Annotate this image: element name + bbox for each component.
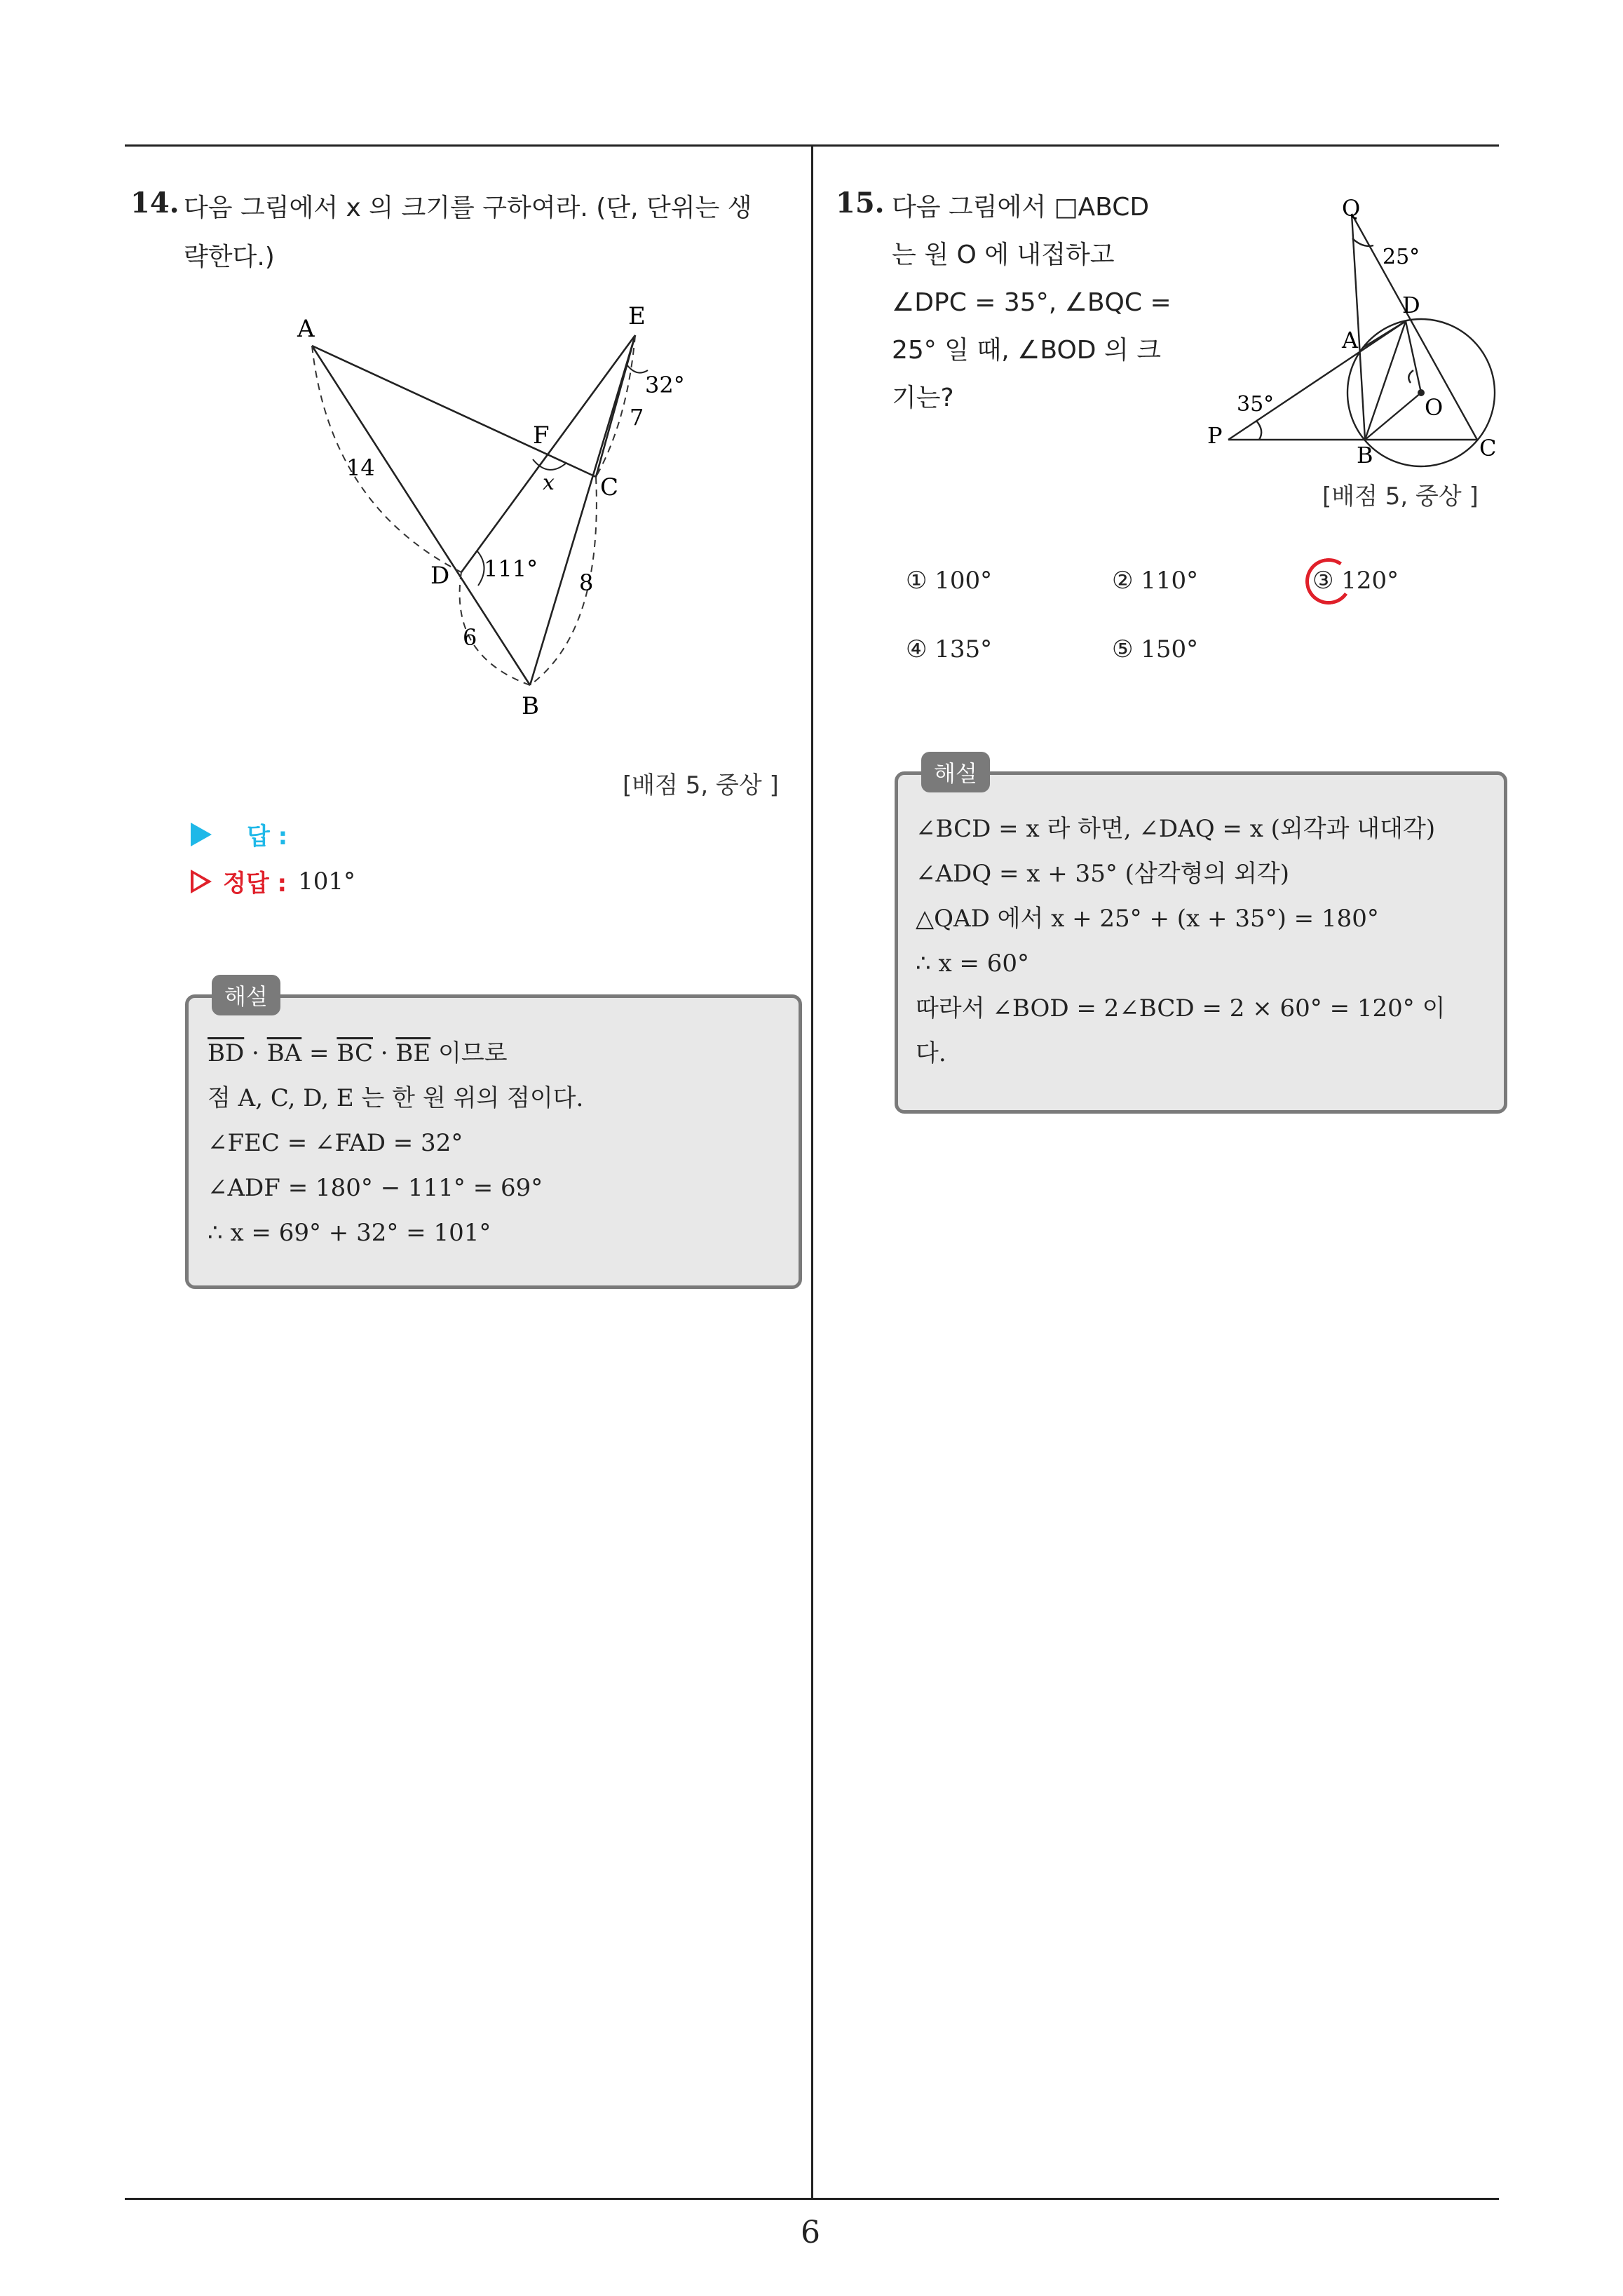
label-D: D <box>430 562 450 590</box>
answer-label: 답 : <box>247 823 288 851</box>
q14-solution-tab: 해설 <box>212 975 280 1015</box>
q14-figure <box>0 0 806 743</box>
q15-choice-1[interactable]: ① 100° <box>906 567 993 595</box>
column-divider <box>811 144 813 2199</box>
correct-value: 101° <box>298 867 356 896</box>
angle-mark-P <box>1256 421 1261 440</box>
angle-mark-D <box>477 551 484 586</box>
q15-choice-5[interactable]: ⑤ 150° <box>1112 635 1199 663</box>
label-P: P <box>1207 422 1223 449</box>
q15-solution-line1: ∠BCD = x 라 하면, ∠DAQ = x (외각과 내대각) <box>916 815 1436 843</box>
label-35: 35° <box>1237 392 1275 417</box>
q15-solution-line4: ∴ x = 60° <box>916 950 1029 978</box>
q15-number: 15. <box>836 187 885 220</box>
seg-be: $\overline{BE}$ <box>395 1039 431 1067</box>
label-E: E <box>628 302 646 330</box>
label-A15: A <box>1342 327 1359 353</box>
label-25: 25° <box>1383 245 1420 269</box>
seg-bd: $\overline{BD}$ <box>208 1039 245 1067</box>
q15-text-line3: ∠DPC = 35°, ∠BQC = <box>892 288 1172 317</box>
label-6: 6 <box>463 624 477 651</box>
q14-answer-row <box>191 817 287 851</box>
label-C: C <box>600 473 619 501</box>
label-F: F <box>533 421 550 450</box>
label-C15: C <box>1479 435 1497 461</box>
q15-question-text <box>892 184 1186 422</box>
q14-solution-text <box>208 1031 789 1255</box>
q14-meta: [배점 5, 중상 ] <box>623 771 779 799</box>
q14-number: 14. <box>130 187 179 220</box>
seg-ba: $\overline{BA}$ <box>266 1039 302 1067</box>
line-AD <box>1364 321 1406 347</box>
seg-bc: $\overline{BC}$ <box>337 1039 373 1067</box>
label-B: B <box>522 692 539 720</box>
label-32: 32° <box>645 372 685 398</box>
angle-mark-O <box>1408 370 1413 383</box>
q14-solution-line5: ∴ x = 69° + 32° = 101° <box>208 1219 491 1247</box>
label-O: O <box>1425 394 1444 421</box>
q15-solution-tab: 해설 <box>921 752 990 792</box>
label-A: A <box>297 315 315 343</box>
q15-text-line1: 다음 그림에서 □ABCD <box>892 193 1150 222</box>
q15-choice-3[interactable]: ③ 120° <box>1312 567 1399 595</box>
q14-solution-line4: ∠ADF = 180° − 111° = 69° <box>208 1174 543 1202</box>
q14-text-line2: 략한다.) <box>184 243 275 271</box>
q14-solution-line2: 점 A, C, D, E 는 한 원 위의 점이다. <box>208 1084 584 1112</box>
q14-text-line1: 다음 그림에서 x 의 크기를 구하여라. (단, 단위는 생 <box>184 194 752 222</box>
center-dot-O <box>1418 389 1425 396</box>
q15-solution-line3: △QAD 에서 x + 25° + (x + 35°) = 180° <box>916 905 1379 933</box>
page-number: 6 <box>801 2215 820 2250</box>
q15-solution-line2: ∠ADQ = x + 35° (삼각형의 외각) <box>916 860 1290 888</box>
q15-text-line5: 기는? <box>892 384 954 412</box>
q14-correct-row <box>191 864 355 898</box>
q15-choice-4[interactable]: ④ 135° <box>906 635 993 663</box>
label-7: 7 <box>630 404 644 431</box>
q15-solution-line5: 따라서 ∠BOD = 2∠BCD = 2 × 60° = 120° 이 <box>916 994 1446 1022</box>
q15-meta: [배점 5, 중상 ] <box>1322 482 1479 511</box>
q15-text-line4: 25° 일 때, ∠BOD 의 크 <box>892 336 1161 365</box>
bottom-rule <box>125 2198 1499 2200</box>
correct-label: 정답 : <box>223 870 287 898</box>
correct-arrow-icon <box>191 870 212 893</box>
segment-DE <box>461 335 635 572</box>
label-14: 14 <box>346 454 375 481</box>
q15-figure <box>1192 182 1514 491</box>
label-D15: D <box>1402 292 1420 318</box>
line-PD <box>1228 321 1406 440</box>
angle-mark-Q <box>1352 238 1373 246</box>
label-8: 8 <box>579 569 594 596</box>
q15-solution-line6: 다. <box>916 1039 946 1067</box>
label-111: 111° <box>484 555 538 582</box>
q15-text-line2: 는 원 O 에 내접하고 <box>892 241 1115 269</box>
q15-choice-2[interactable]: ② 110° <box>1112 567 1199 595</box>
q14-solution-line3: ∠FEC = ∠FAD = 32° <box>208 1129 463 1157</box>
label-x: x <box>543 471 555 495</box>
q14-solution-line1: $\overline{BD} \cdot \overline{BA} = \overline{BC} \cdot \overline{BE}$ 이므로 <box>208 1039 508 1067</box>
segment-EB <box>530 335 635 685</box>
label-Q: Q <box>1342 195 1361 222</box>
q15-solution-text <box>916 806 1498 1076</box>
line-OD <box>1406 321 1421 393</box>
selected-choice-circle <box>1302 555 1355 608</box>
label-B15: B <box>1357 442 1373 468</box>
answer-arrow-icon <box>191 823 212 846</box>
